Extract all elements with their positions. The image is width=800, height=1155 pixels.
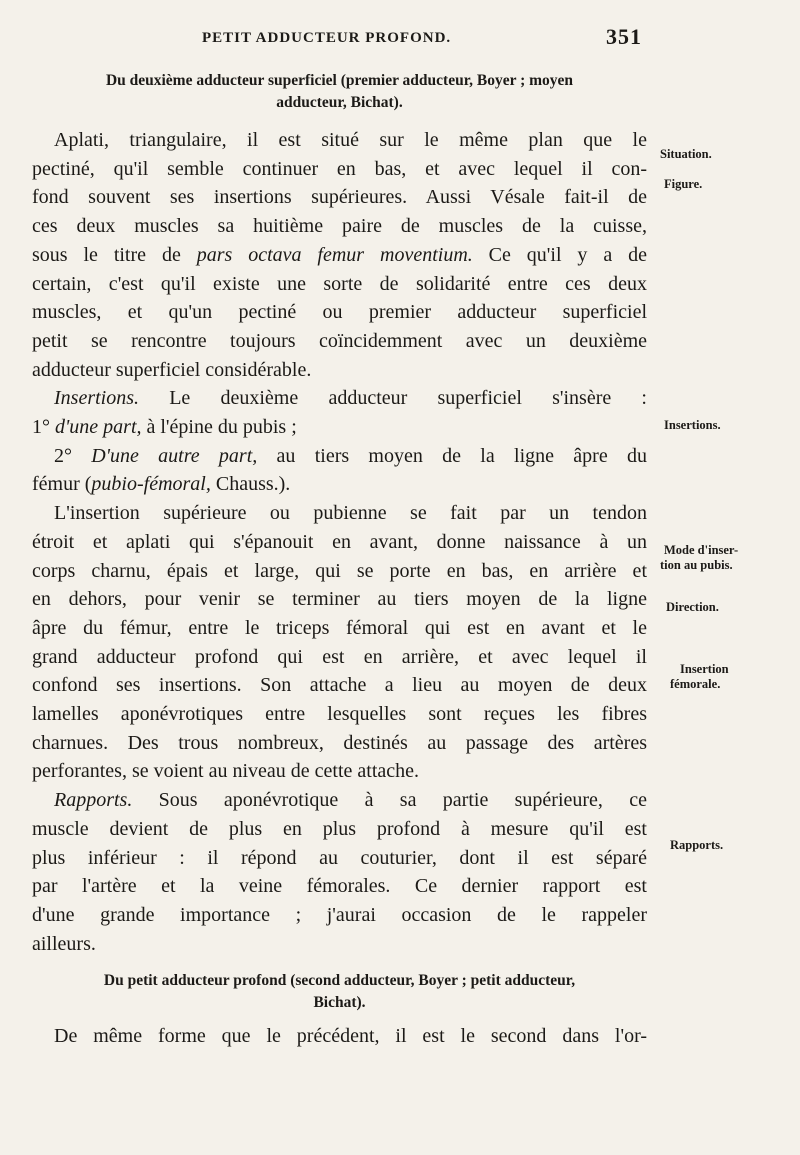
- text-line: par l'artère et la veine fémorales. Ce dernier rapport est: [32, 875, 647, 898]
- text-emphasis: pubio-fémoral,: [91, 473, 211, 496]
- latin-title: pars octava femur moventium.: [196, 243, 473, 266]
- text-run: à l'épine du pubis ;: [141, 416, 297, 439]
- run-in-heading-insertions: Insertions.: [54, 387, 139, 410]
- paragraph-section2: [32, 1022, 647, 1051]
- text-run: au tiers moyen de la ligne âpre du: [257, 444, 647, 467]
- text-line: ces deux muscles sa huitième paire de muscles de la cuisse,: [32, 215, 647, 238]
- text-line: muscles, et qu'un pectiné ou premier adducteur superficiel: [32, 301, 647, 324]
- text-line: pectiné, qu'il semble continuer en bas, et avec lequel il con-: [32, 157, 647, 180]
- margin-note-insertion-femorale: [670, 662, 729, 692]
- margin-note-line: Insertion: [680, 662, 729, 676]
- text-emphasis: d'une part,: [55, 416, 142, 439]
- text-run: Le deuxième adducteur superficiel s'insère :: [139, 387, 647, 410]
- text-line: étroit et aplati qui s'épanouit en avant, donne naissance à un: [32, 530, 647, 553]
- text-run: Chauss.).: [210, 473, 291, 496]
- text-line: muscle devient de plus en plus profond à mesure qu'il est: [32, 817, 647, 840]
- text-line: grand adducteur profond qui est en arrière, et avec lequel il: [32, 645, 647, 668]
- text-line: [32, 786, 647, 815]
- text-line: âpre du fémur, entre le triceps fémoral qui est en avant et le: [32, 616, 647, 639]
- text-run: Ce qu'il y a de: [472, 243, 648, 266]
- running-head-title: PETIT ADDUCTEUR PROFOND.: [202, 30, 452, 46]
- text-line: d'une grande importance ; j'aurai occasion de le rappeler: [32, 903, 647, 926]
- margin-note-line: fémorale.: [670, 677, 721, 691]
- paragraph-rapports: [32, 786, 647, 958]
- margin-note-rapports: Rapports.: [670, 838, 724, 852]
- margin-note-direction: Direction.: [666, 600, 719, 614]
- text-line: perforantes, se voient au niveau de cette attache.: [32, 760, 420, 783]
- text-run: 2°: [54, 444, 92, 467]
- text-run: fémur (: [32, 473, 92, 496]
- paragraph-insertion-detail: [32, 499, 647, 786]
- margin-notes: [660, 0, 800, 1155]
- text-line: ailleurs.: [32, 932, 96, 955]
- margin-note-figure: Figure.: [664, 177, 703, 191]
- text-line: confond ses insertions. Son attache a lieu au moyen de deux: [32, 674, 647, 697]
- heading-line: Bichat).: [313, 994, 366, 1012]
- paragraph-insertions: [32, 384, 647, 499]
- heading-line: Du deuxième adducteur superficiel (premier adducteur, Boyer ; moyen: [105, 72, 574, 89]
- run-in-heading-rapports: Rapports.: [54, 789, 133, 812]
- text-line: [32, 442, 647, 471]
- text-line: petit se rencontre toujours coïncidemment avec un deuxième: [32, 329, 647, 352]
- margin-note-mode-insertion: [660, 543, 739, 573]
- text-line: charnues. Des trous nombreux, destinés au passage des artères: [32, 731, 647, 754]
- section-heading-deuxieme-adducteur: [32, 70, 647, 114]
- margin-note-line: tion au pubis.: [660, 558, 733, 572]
- margin-note-insertions: Insertions.: [664, 418, 721, 432]
- text-emphasis: D'une autre part,: [91, 444, 258, 467]
- margin-note-situation: Situation.: [660, 147, 712, 161]
- heading-line: Du petit adducteur profond (second adducteur, Boyer ; petit adducteur,: [103, 972, 576, 990]
- text-line: [32, 470, 647, 499]
- text-line: adducteur superficiel considérable.: [32, 358, 312, 381]
- text-line: en dehors, pour venir se terminer au tiers moyen de la ligne: [32, 588, 647, 611]
- text-line: lamelles aponévrotiques entre lesquelles sont reçues les fibres: [32, 703, 647, 726]
- heading-line: adducteur, Bichat).: [276, 94, 403, 111]
- running-head: [52, 22, 642, 52]
- page-number: 351: [606, 24, 642, 49]
- margin-note-line: Mode d'inser-: [664, 543, 739, 557]
- text-line: fond souvent ses insertions supérieures. Aussi Vésale fait-il de: [32, 186, 647, 209]
- text-line: Aplati, triangulaire, il est situé sur le même plan que le: [54, 129, 647, 151]
- text-line: De même forme que le précédent, il est le second dans l'or-: [54, 1025, 647, 1048]
- text-line: [32, 413, 647, 442]
- text-run: 1°: [32, 416, 55, 439]
- text-run: Sous aponévrotique à sa partie supérieure, ce: [132, 789, 647, 812]
- text-line: [32, 384, 647, 413]
- text-run: sous le titre de: [32, 243, 197, 266]
- text-line: certain, c'est qu'il existe une sorte de solidarité entre ces deux: [32, 272, 647, 295]
- section-heading-petit-adducteur: [32, 970, 647, 1014]
- text-line: corps charnu, épais et large, qui se porte en bas, en arrière et: [32, 559, 647, 582]
- paragraph-description: [32, 126, 647, 384]
- text-line: [32, 241, 647, 270]
- text-column: [32, 70, 647, 1051]
- text-line: plus inférieur : il répond au couturier, dont il est séparé: [32, 846, 647, 869]
- text-line: L'insertion supérieure ou pubienne se fait par un tendon: [54, 502, 647, 525]
